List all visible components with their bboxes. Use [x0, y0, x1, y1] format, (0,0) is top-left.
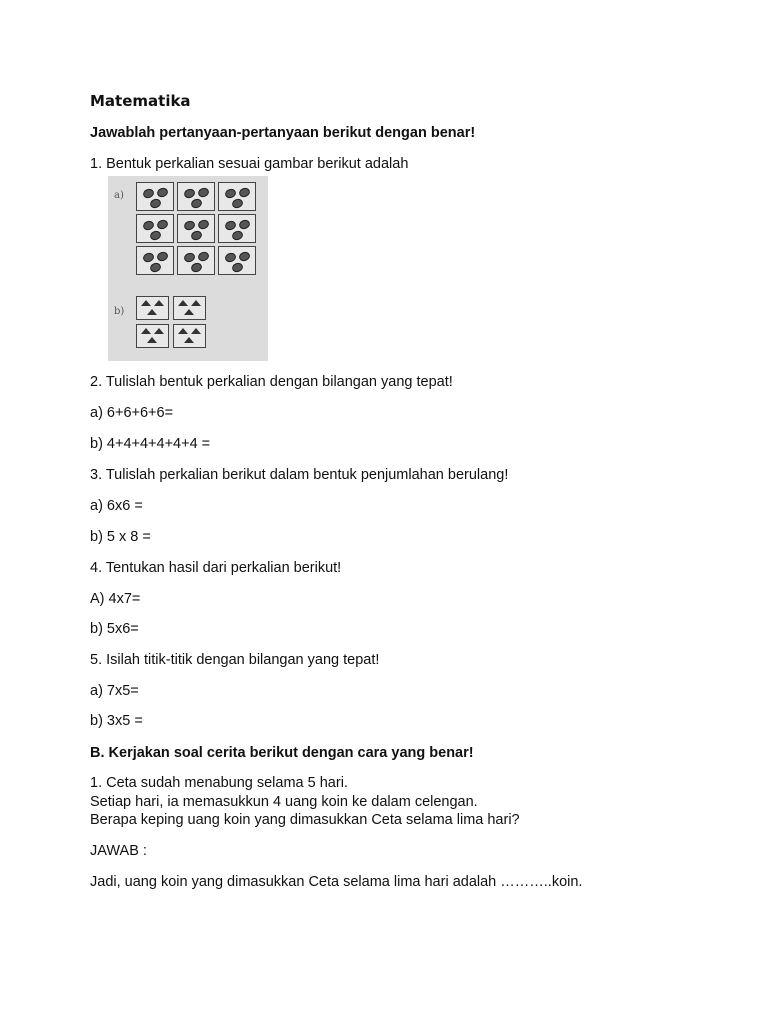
answer-sentence: Jadi, uang koin yang dimasukkan Ceta selama lima hari adalah ………..koin.: [90, 874, 583, 890]
egg-group-box: [218, 214, 256, 243]
triangle-icon: [147, 309, 157, 315]
triangle-icon: [141, 300, 151, 306]
triangle-icon: [191, 328, 201, 334]
egg-group-box: [136, 246, 174, 275]
egg-icon: [238, 186, 251, 198]
egg-icon: [190, 197, 203, 209]
triangle-icon: [191, 300, 201, 306]
egg-icon: [183, 187, 196, 199]
triangle-group-box: [173, 296, 206, 320]
question-2a: a) 6+6+6+6=: [90, 405, 174, 421]
egg-icon: [231, 261, 244, 273]
page-title: Matematika: [90, 92, 191, 110]
triangle-groups-grid: [136, 296, 206, 348]
question-1-figure: [108, 176, 268, 361]
triangle-icon: [154, 328, 164, 334]
egg-group-box: [136, 182, 174, 211]
egg-icon: [149, 229, 162, 241]
egg-icon: [224, 187, 237, 199]
egg-icon: [190, 229, 203, 241]
question-3: 3. Tulislah perkalian berikut dalam bentuk penjumlahan berulang!: [90, 467, 509, 483]
question-5a: a) 7x5=: [90, 683, 139, 699]
egg-icon: [197, 250, 210, 262]
egg-icon: [190, 261, 203, 273]
figure-label-a: a): [114, 190, 124, 201]
triangle-icon: [184, 309, 194, 315]
triangle-group-box: [136, 296, 169, 320]
question-5: 5. Isilah titik-titik dengan bilangan yang tepat!: [90, 652, 380, 668]
egg-icon: [142, 219, 155, 231]
egg-icon: [231, 229, 244, 241]
egg-icon: [156, 218, 169, 230]
triangle-icon: [141, 328, 151, 334]
triangle-icon: [147, 337, 157, 343]
story-1-line-1: 1. Ceta sudah menabung selama 5 hari.: [90, 775, 348, 791]
question-5b: b) 3x5 =: [90, 713, 143, 729]
question-4a: A) 4x7=: [90, 591, 141, 607]
question-2: 2. Tulislah bentuk perkalian dengan bilangan yang tepat!: [90, 374, 453, 390]
egg-group-box: [218, 246, 256, 275]
egg-group-box: [136, 214, 174, 243]
egg-icon: [149, 197, 162, 209]
egg-icon: [183, 219, 196, 231]
instruction: Jawablah pertanyaan-pertanyaan berikut dengan benar!: [90, 125, 476, 141]
triangle-icon: [178, 328, 188, 334]
triangle-icon: [184, 337, 194, 343]
egg-groups-grid: [136, 182, 256, 275]
section-b-heading: B. Kerjakan soal cerita berikut dengan cara yang benar!: [90, 745, 474, 761]
egg-group-box: [177, 246, 215, 275]
egg-icon: [149, 261, 162, 273]
egg-group-box: [218, 182, 256, 211]
answer-label: JAWAB :: [90, 843, 147, 859]
triangle-group-box: [136, 324, 169, 348]
triangle-icon: [154, 300, 164, 306]
question-2b: b) 4+4+4+4+4+4 =: [90, 436, 211, 452]
egg-icon: [238, 218, 251, 230]
triangle-icon: [178, 300, 188, 306]
question-3a: a) 6x6 =: [90, 498, 143, 514]
story-1-line-3: Berapa keping uang koin yang dimasukkan Ceta selama lima hari?: [90, 812, 520, 828]
question-1: 1. Bentuk perkalian sesuai gambar berikut adalah: [90, 156, 409, 172]
figure-label-b: b): [114, 306, 125, 317]
egg-icon: [197, 218, 210, 230]
egg-group-box: [177, 182, 215, 211]
question-4b: b) 5x6=: [90, 621, 139, 637]
egg-icon: [156, 186, 169, 198]
egg-icon: [197, 186, 210, 198]
egg-icon: [142, 251, 155, 263]
egg-icon: [231, 197, 244, 209]
story-1-line-2: Setiap hari, ia memasukkun 4 uang koin ke dalam celengan.: [90, 794, 478, 810]
egg-icon: [156, 250, 169, 262]
triangle-group-box: [173, 324, 206, 348]
question-4: 4. Tentukan hasil dari perkalian berikut!: [90, 560, 342, 576]
question-3b: b) 5 x 8 =: [90, 529, 151, 545]
egg-icon: [142, 187, 155, 199]
egg-group-box: [177, 214, 215, 243]
egg-icon: [183, 251, 196, 263]
egg-icon: [224, 251, 237, 263]
egg-icon: [238, 250, 251, 262]
egg-icon: [224, 219, 237, 231]
